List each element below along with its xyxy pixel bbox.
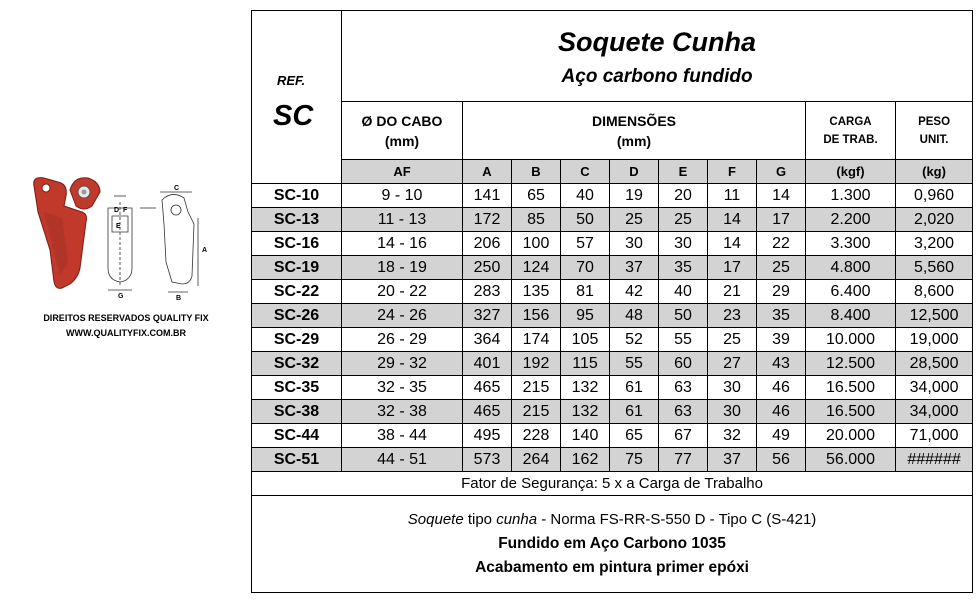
cell-peso: 2,020	[896, 208, 973, 232]
cell-b: 135	[512, 280, 561, 304]
cell-b: 65	[512, 184, 561, 208]
cell-c: 81	[561, 280, 610, 304]
table-row	[252, 208, 973, 232]
page-title: Soquete Cunha	[558, 26, 757, 57]
cell-af: 9 - 10	[342, 184, 463, 208]
norm-note: Soquete tipo cunha - Norma FS-RR-S-550 D - Tipo C (S-421)	[407, 511, 817, 528]
cell-c: 95	[561, 304, 610, 328]
cell-peso: 12,500	[896, 304, 973, 328]
cell-g: 56	[757, 448, 806, 472]
cell-code: SC-10	[252, 184, 342, 208]
cell-code: SC-19	[252, 256, 342, 280]
cell-code: SC-51	[252, 448, 342, 472]
cell-carga: 10.000	[806, 328, 896, 352]
cell-af: 24 - 26	[342, 304, 463, 328]
cell-code: SC-35	[252, 376, 342, 400]
cell-a: 364	[463, 328, 512, 352]
cell-e: 35	[659, 256, 708, 280]
cell-peso: 71,000	[896, 424, 973, 448]
cell-af: 14 - 16	[342, 232, 463, 256]
cell-af: 44 - 51	[342, 448, 463, 472]
table-row	[252, 376, 973, 400]
cell-e: 40	[659, 280, 708, 304]
cell-c: 140	[561, 424, 610, 448]
cell-f: 37	[708, 448, 757, 472]
cell-f: 32	[708, 424, 757, 448]
cell-f: 11	[708, 184, 757, 208]
cell-b: 156	[512, 304, 561, 328]
table-row	[252, 256, 973, 280]
copyright-notice: DIREITOS RESERVADOS QUALITY FIX	[43, 313, 209, 323]
label-g: G	[118, 293, 124, 300]
front-view-drawing	[108, 196, 132, 290]
cell-f: 25	[708, 328, 757, 352]
cell-carga: 16.500	[806, 400, 896, 424]
carga-header: CARGA DE TRAB.	[806, 102, 896, 160]
ref-code: SC	[273, 100, 314, 132]
cell-peso: 0,960	[896, 184, 973, 208]
cell-a: 206	[463, 232, 512, 256]
table-row	[252, 400, 973, 424]
cell-peso: 34,000	[896, 400, 973, 424]
ref-label: REF.	[277, 73, 306, 88]
cell-g: 39	[757, 328, 806, 352]
cell-af: 32 - 38	[342, 400, 463, 424]
cell-e: 20	[659, 184, 708, 208]
cell-c: 50	[561, 208, 610, 232]
cell-carga: 56.000	[806, 448, 896, 472]
cell-b: 215	[512, 376, 561, 400]
cell-d: 30	[610, 232, 659, 256]
cell-code: SC-29	[252, 328, 342, 352]
units-row	[252, 160, 973, 184]
cell-code: SC-44	[252, 424, 342, 448]
cell-code: SC-26	[252, 304, 342, 328]
cell-c: 40	[561, 184, 610, 208]
cell-c: 57	[561, 232, 610, 256]
label-f: F	[123, 207, 128, 214]
cell-b: 192	[512, 352, 561, 376]
unit-a: A	[463, 160, 512, 184]
cell-af: 20 - 22	[342, 280, 463, 304]
spec-table	[251, 10, 973, 593]
cell-f: 21	[708, 280, 757, 304]
cell-b: 124	[512, 256, 561, 280]
cell-b: 85	[512, 208, 561, 232]
cell-peso: 28,500	[896, 352, 973, 376]
cell-c: 115	[561, 352, 610, 376]
cell-carga: 1.300	[806, 184, 896, 208]
unit-b: B	[512, 160, 561, 184]
cell-g: 14	[757, 184, 806, 208]
cell-d: 55	[610, 352, 659, 376]
side-view-drawing	[140, 192, 198, 292]
cell-d: 48	[610, 304, 659, 328]
cell-carga: 12.500	[806, 352, 896, 376]
error-marker-icon	[708, 424, 710, 427]
socket-body-icon	[34, 178, 100, 289]
cell-f: 14	[708, 232, 757, 256]
cell-peso: 8,600	[896, 280, 973, 304]
cell-code: SC-22	[252, 280, 342, 304]
cell-c: 162	[561, 448, 610, 472]
dimensoes-header: DIMENSÕES (mm)	[463, 102, 806, 160]
unit-carga: (kgf)	[806, 160, 896, 184]
cell-d: 75	[610, 448, 659, 472]
unit-e: E	[659, 160, 708, 184]
error-marker-icon	[708, 376, 710, 379]
cell-carga: 3.300	[806, 232, 896, 256]
safety-factor: Fator de Segurança: 5 x a Carga de Trabalho	[252, 472, 973, 496]
cell-g: 35	[757, 304, 806, 328]
table-row	[252, 424, 973, 448]
cell-code: SC-16	[252, 232, 342, 256]
cell-g: 22	[757, 232, 806, 256]
cell-c: 132	[561, 376, 610, 400]
page-subtitle: Aço carbono fundido	[561, 65, 753, 87]
cell-carga: 8.400	[806, 304, 896, 328]
unit-af: AF	[342, 160, 463, 184]
unit-c: C	[561, 160, 610, 184]
website-url: WWW.QUALITYFIX.COM.BR	[66, 328, 186, 338]
table-row	[252, 352, 973, 376]
cell-carga: 4.800	[806, 256, 896, 280]
cell-a: 495	[463, 424, 512, 448]
cell-f: 30	[708, 400, 757, 424]
cell-b: 228	[512, 424, 561, 448]
table-row	[252, 328, 973, 352]
cell-d: 61	[610, 400, 659, 424]
cell-f: 23	[708, 304, 757, 328]
cell-carga: 16.500	[806, 376, 896, 400]
cell-carga: 2.200	[806, 208, 896, 232]
cell-af: 32 - 35	[342, 376, 463, 400]
cell-af: 11 - 13	[342, 208, 463, 232]
label-e: E	[116, 223, 121, 230]
cell-a: 283	[463, 280, 512, 304]
cell-af: 26 - 29	[342, 328, 463, 352]
cell-f: 27	[708, 352, 757, 376]
cell-d: 65	[610, 424, 659, 448]
unit-g: G	[757, 160, 806, 184]
cell-peso: 19,000	[896, 328, 973, 352]
cell-af: 38 - 44	[342, 424, 463, 448]
unit-f: F	[708, 160, 757, 184]
cell-b: 264	[512, 448, 561, 472]
cell-e: 67	[659, 424, 708, 448]
cell-peso: 5,560	[896, 256, 973, 280]
cell-a: 573	[463, 448, 512, 472]
cell-c: 132	[561, 400, 610, 424]
cell-e: 50	[659, 304, 708, 328]
cell-code: SC-38	[252, 400, 342, 424]
cabo-header: Ø DO CABO (mm)	[342, 102, 463, 160]
left-panel	[0, 0, 252, 612]
cell-e: 55	[659, 328, 708, 352]
cell-f: 14	[708, 208, 757, 232]
cell-g: 17	[757, 208, 806, 232]
cell-d: 37	[610, 256, 659, 280]
cell-carga: 20.000	[806, 424, 896, 448]
cell-a: 401	[463, 352, 512, 376]
wedge-socket-illustration	[22, 172, 230, 302]
cell-peso: 3,200	[896, 232, 973, 256]
cell-af: 18 - 19	[342, 256, 463, 280]
label-d: D	[114, 207, 120, 214]
cell-d: 19	[610, 184, 659, 208]
cell-a: 465	[463, 400, 512, 424]
cell-g: 25	[757, 256, 806, 280]
table-row	[252, 232, 973, 256]
cell-g: 29	[757, 280, 806, 304]
cell-b: 215	[512, 400, 561, 424]
peso-header: PESO UNIT.	[896, 102, 973, 160]
table-row	[252, 304, 973, 328]
cell-f: 17	[708, 256, 757, 280]
label-a: A	[202, 247, 208, 254]
cell-g: 49	[757, 424, 806, 448]
table-row	[252, 184, 973, 208]
cell-b: 174	[512, 328, 561, 352]
table-row	[252, 448, 973, 472]
cell-c: 105	[561, 328, 610, 352]
cell-carga: 6.400	[806, 280, 896, 304]
unit-d: D	[610, 160, 659, 184]
cell-code: SC-13	[252, 208, 342, 232]
cell-e: 30	[659, 232, 708, 256]
error-marker-icon	[708, 400, 710, 403]
cell-peso: 34,000	[896, 376, 973, 400]
cell-c: 70	[561, 256, 610, 280]
cell-d: 61	[610, 376, 659, 400]
cell-d: 42	[610, 280, 659, 304]
cell-e: 25	[659, 208, 708, 232]
material-note: Fundido em Aço Carbono 1035	[498, 535, 726, 552]
cell-a: 465	[463, 376, 512, 400]
cell-a: 250	[463, 256, 512, 280]
cell-g: 46	[757, 376, 806, 400]
cell-g: 46	[757, 400, 806, 424]
ref-cell	[252, 11, 342, 184]
table-row	[252, 280, 973, 304]
cell-e: 60	[659, 352, 708, 376]
label-b: B	[176, 295, 182, 302]
cell-g: 43	[757, 352, 806, 376]
cell-e: 63	[659, 376, 708, 400]
label-c: C	[174, 185, 180, 192]
cell-code: SC-32	[252, 352, 342, 376]
cell-f: 30	[708, 376, 757, 400]
cell-peso: ######	[896, 448, 973, 472]
cell-e: 63	[659, 400, 708, 424]
cell-d: 52	[610, 328, 659, 352]
cell-a: 327	[463, 304, 512, 328]
cell-d: 25	[610, 208, 659, 232]
cell-e: 77	[659, 448, 708, 472]
data-rows	[252, 184, 973, 472]
title-cell	[342, 11, 973, 102]
product-notes	[252, 496, 973, 593]
cell-a: 172	[463, 208, 512, 232]
finish-note: Acabamento em pintura primer epóxi	[475, 559, 749, 576]
unit-peso: (kg)	[896, 160, 973, 184]
cell-b: 100	[512, 232, 561, 256]
cell-a: 141	[463, 184, 512, 208]
cell-af: 29 - 32	[342, 352, 463, 376]
